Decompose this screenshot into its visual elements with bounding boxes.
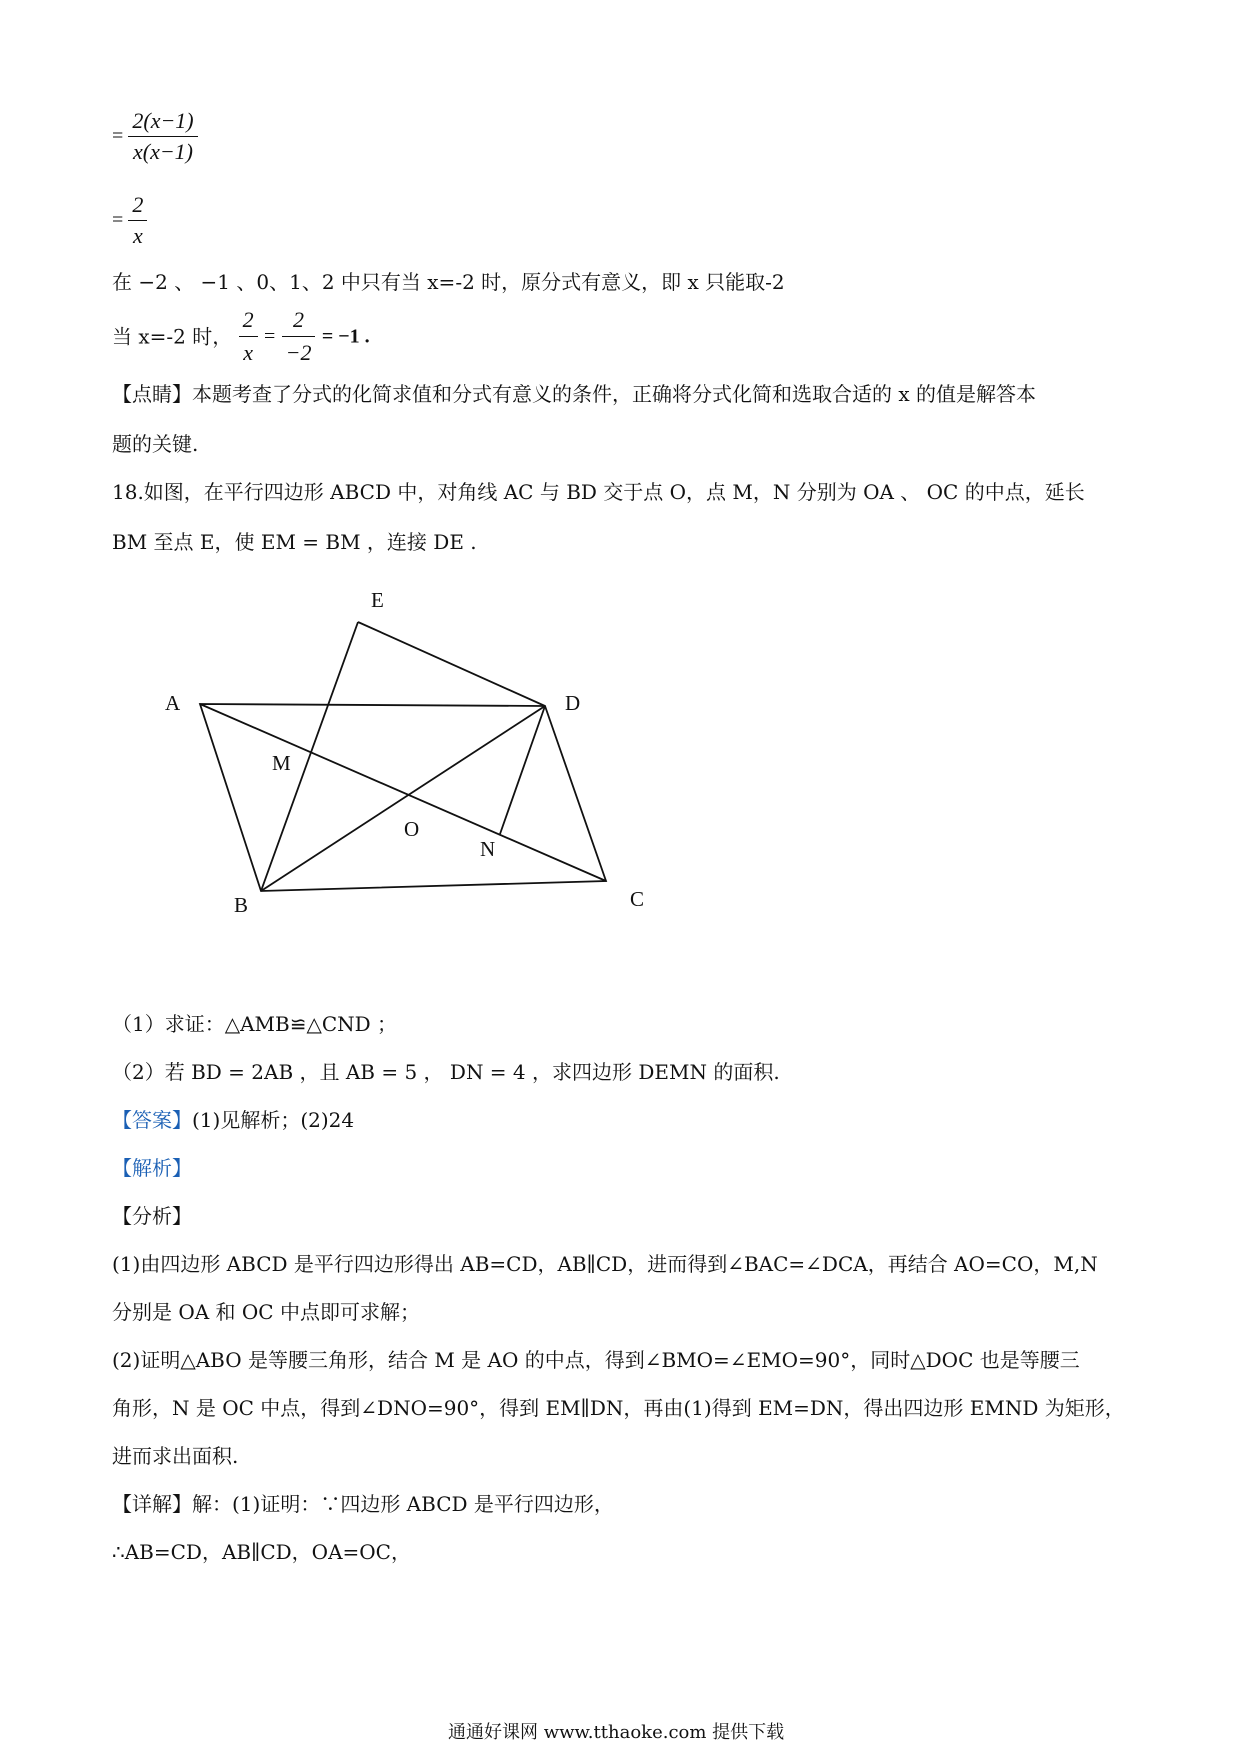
detail-line-2: ∴AB=CD，AB∥CD，OA=OC， — [112, 1540, 411, 1564]
label-e: E — [371, 588, 384, 612]
answer-text: (1)见解析；(2)24 — [192, 1108, 355, 1132]
fraction — [128, 192, 147, 249]
equals-sign: = — [263, 325, 276, 348]
fenxi-line-3: (2)证明△ABO 是等腰三角形，结合 M 是 AO 的中点，得到∠BMO=∠EMO=90°，同时△DOC 也是等腰三 — [112, 1348, 1080, 1372]
label-d: D — [565, 691, 581, 715]
detail-line-1: 【详解】解：(1)证明：∵四边形 ABCD 是平行四边形， — [112, 1492, 614, 1516]
label-m: M — [272, 751, 291, 775]
question-2: （2）若 BD = 2AB ，且 AB = 5 ， DN = 4 ，求四边形 DEMN 的面积. — [112, 1060, 780, 1084]
label-b: B — [234, 893, 249, 917]
problem-line-2: BM 至点 E，使 EM = BM ，连接 DE . — [112, 530, 477, 554]
diagonal-ac — [200, 704, 606, 881]
substitution-result: = −1 . — [321, 325, 370, 348]
fraction-numerator: 2 — [282, 306, 316, 337]
equation-step-1 — [112, 108, 198, 165]
fraction-denominator: x — [243, 340, 253, 365]
value-selection-line: 在 −2 、 −1 、0、1、2 中只有当 x=-2 时，原分式有意义，即 x 只能取-2 — [112, 270, 785, 294]
substitution-line — [112, 306, 370, 367]
equals-sign: = — [112, 209, 124, 231]
analysis-tag: 【解析】 — [112, 1156, 192, 1180]
equation-step-2 — [112, 192, 147, 249]
label-a: A — [165, 691, 181, 715]
fraction-numerator: 2 — [239, 306, 258, 337]
answer-tag: 【答案】 — [112, 1108, 192, 1132]
fraction-denominator: x(x−1) — [132, 139, 194, 164]
answer-line — [112, 1106, 354, 1134]
fraction-numerator: 2(x−1) — [128, 108, 197, 137]
segment-dn — [500, 706, 545, 834]
parallelogram-figure — [150, 580, 670, 940]
substitution-prefix: 当 x=-2 时， — [112, 324, 233, 349]
segment-ed — [358, 622, 545, 706]
fenxi-line-5: 进而求出面积. — [112, 1444, 239, 1468]
diagonal-bd — [261, 706, 545, 891]
fraction — [239, 306, 258, 367]
comment-line-2: 题的关键. — [112, 432, 199, 456]
fraction-numerator: 2 — [128, 192, 147, 221]
label-c: C — [630, 887, 645, 911]
problem-line-1: 18.如图，在平行四边形 ABCD 中，对角线 AC 与 BD 交于点 O，点 M，N 分别为 OA 、 OC 的中点，延长 — [112, 480, 1085, 504]
fenxi-line-4: 角形，N 是 OC 中点，得到∠DNO=90°，得到 EM∥DN，再由(1)得到 EM=DN，得出四边形 EMND 为矩形， — [112, 1396, 1125, 1420]
comment-line-1: 【点睛】本题考查了分式的化简求值和分式有意义的条件，正确将分式化简和选取合适的 x 的值是解答本 — [112, 382, 1036, 406]
fraction-denominator: −2 — [285, 340, 312, 365]
question-1: （1）求证：△AMB≌△CND ； — [112, 1012, 398, 1036]
fenxi-line-1: (1)由四边形 ABCD 是平行四边形得出 AB=CD，AB∥CD，进而得到∠BAC=∠DCA，再结合 AO=CO，M,N — [112, 1252, 1098, 1276]
equals-sign: = — [112, 125, 124, 147]
label-o: O — [404, 817, 420, 841]
fraction — [128, 108, 197, 165]
fenxi-tag: 【分析】 — [112, 1204, 192, 1228]
fraction-denominator: x — [132, 223, 143, 248]
label-n: N — [480, 837, 496, 861]
fenxi-line-2: 分别是 OA 和 OC 中点即可求解； — [112, 1300, 420, 1324]
footer-watermark: 通通好课网 www.tthaoke.com 提供下载 — [448, 1722, 785, 1743]
fraction — [282, 306, 316, 367]
